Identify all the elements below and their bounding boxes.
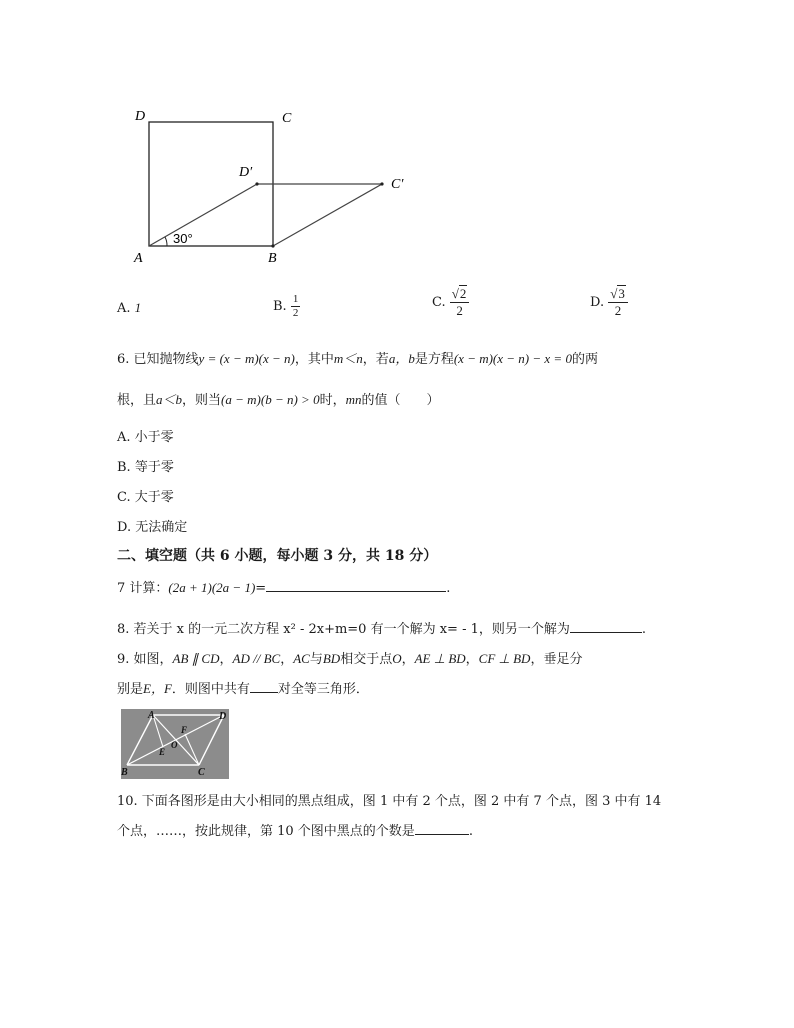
q6-equation: (x − m)(x − n) − x = 0 bbox=[453, 351, 572, 366]
q9-text: 对全等三角形． bbox=[277, 682, 369, 697]
point-dprime bbox=[255, 182, 258, 185]
q9-condition: AC bbox=[293, 651, 310, 666]
label-a: A bbox=[134, 251, 143, 266]
q7-equals: = bbox=[255, 581, 267, 596]
q9-line2 bbox=[117, 678, 369, 697]
q7-line bbox=[117, 577, 450, 596]
option-a[interactable] bbox=[117, 300, 141, 316]
fraction-one-half bbox=[291, 293, 301, 320]
label-b: B bbox=[121, 767, 128, 778]
point-b bbox=[271, 244, 274, 247]
fraction-den: 2 bbox=[292, 307, 299, 319]
q9-condition: AB ∥ CD bbox=[172, 651, 220, 666]
q6-text: ，若 bbox=[362, 352, 389, 367]
q6-text: 6. 已知抛物线 bbox=[117, 352, 199, 367]
q7-prefix: 7 计算： bbox=[117, 581, 169, 596]
parallelogram-diagram bbox=[121, 709, 229, 779]
q9-text: ， bbox=[219, 652, 233, 667]
fraction-num bbox=[450, 286, 470, 303]
q10-answer-blank[interactable] bbox=[415, 820, 469, 835]
sqrt-symbol: √2 bbox=[451, 286, 467, 301]
label-f: F bbox=[181, 725, 188, 735]
figure-square-parallelogram bbox=[120, 100, 430, 270]
q6-condition: a＜b bbox=[156, 392, 183, 407]
label-cprime: C′ bbox=[391, 177, 404, 192]
q6-line1 bbox=[117, 348, 598, 367]
q6-vars: a，b bbox=[388, 351, 415, 366]
label-b: B bbox=[268, 251, 277, 266]
label-d: D bbox=[135, 109, 146, 124]
label-dprime: D′ bbox=[239, 165, 253, 180]
q9-text: 与 bbox=[309, 652, 323, 667]
q6-text: 的值（ ） bbox=[361, 393, 440, 408]
q8-end: . bbox=[641, 622, 647, 637]
q6-text: ，其中 bbox=[294, 352, 334, 367]
q6-line2 bbox=[117, 389, 440, 408]
label-angle: 30° bbox=[173, 231, 193, 246]
label-e: E bbox=[159, 747, 166, 757]
q10-text: 个点，……，按此规律，第 10 个图中黑点的个数是 bbox=[117, 824, 415, 839]
q10-end: . bbox=[468, 824, 473, 839]
option-b[interactable] bbox=[273, 293, 300, 320]
q6-option-c[interactable]: C. 大于零 bbox=[117, 490, 174, 505]
q9-text: ， bbox=[465, 652, 479, 667]
q9-condition: AE ⊥ BD bbox=[414, 651, 466, 666]
radicand: 2 bbox=[459, 286, 467, 301]
option-b-label: B. bbox=[273, 299, 287, 314]
fraction-den: 2 bbox=[614, 303, 622, 318]
segment-b-cprime bbox=[273, 184, 382, 246]
q6-parabola-eq: y = (x − m)(x − n) bbox=[198, 351, 295, 366]
fraction-num: 1 bbox=[292, 293, 299, 305]
label-c: C bbox=[198, 767, 205, 778]
q9-condition: BD bbox=[322, 651, 341, 666]
q9-condition: O bbox=[392, 651, 402, 666]
q9-text: ，垂足分 bbox=[530, 652, 583, 667]
option-a-value: 1 bbox=[134, 300, 142, 315]
q7-end: . bbox=[446, 581, 451, 596]
q6-option-a[interactable]: A. 小于零 bbox=[117, 430, 174, 445]
point-cprime bbox=[380, 182, 383, 185]
q6-condition: (a − m)(b − n) > 0 bbox=[221, 392, 320, 407]
q6-condition: m＜n bbox=[333, 351, 363, 366]
radicand: 3 bbox=[618, 286, 625, 301]
option-c-label: C. bbox=[432, 295, 446, 310]
q9-condition: CF ⊥ BD bbox=[478, 651, 531, 666]
fraction-sqrt2-over-2 bbox=[450, 286, 470, 319]
q9-text: ， bbox=[401, 652, 415, 667]
q6-text: 根，且 bbox=[117, 393, 157, 408]
figure-parallelogram-photo bbox=[121, 709, 229, 779]
q8-answer-blank[interactable] bbox=[570, 618, 642, 633]
q6-text: 是方程 bbox=[414, 352, 454, 367]
q9-text: 9. 如图， bbox=[117, 652, 173, 667]
section-title: 二、填空题（共 6 小题，每小题 3 分，共 18 分） bbox=[117, 548, 438, 564]
q7-answer-blank[interactable] bbox=[266, 577, 446, 592]
q6-text: 的两 bbox=[571, 352, 598, 367]
label-c: C bbox=[282, 111, 292, 126]
q6-text: ，则当 bbox=[182, 393, 222, 408]
q9-condition: E，F bbox=[143, 681, 172, 696]
q8-line bbox=[117, 618, 646, 637]
q8-text: 8. 若关于 x 的一元二次方程 x² - 2x+m=0 有一个解为 x= - 1，则另一个解为 bbox=[117, 622, 570, 637]
q10-line2 bbox=[117, 820, 473, 839]
q9-text: ．则图中共有 bbox=[171, 682, 250, 697]
option-a-label: A. bbox=[117, 301, 131, 316]
label-a: A bbox=[148, 710, 155, 721]
angle-arc bbox=[165, 237, 167, 246]
q9-text: 别是 bbox=[117, 682, 144, 697]
q6-option-b[interactable]: B. 等于零 bbox=[117, 460, 174, 475]
q9-line1 bbox=[117, 648, 582, 667]
q9-condition: AD // BC bbox=[232, 651, 281, 666]
q10-line1: 10. 下面各图形是由大小相同的黑点组成，图 1 中有 2 个点，图 2 中有 7 个点，图 3 中有 14 bbox=[117, 794, 662, 809]
q9-answer-blank[interactable] bbox=[250, 678, 278, 693]
q6-expr: mn bbox=[345, 392, 362, 407]
option-c[interactable] bbox=[432, 286, 469, 319]
fraction-num bbox=[608, 286, 628, 303]
q7-expression: (2a + 1)(2a − 1) bbox=[168, 580, 256, 595]
label-d: D bbox=[219, 711, 227, 722]
label-o: O bbox=[171, 740, 178, 750]
option-d[interactable] bbox=[590, 286, 628, 319]
q6-option-d[interactable]: D. 无法确定 bbox=[117, 520, 188, 535]
segment-a-dprime bbox=[149, 184, 257, 246]
square-abcd bbox=[149, 122, 273, 246]
q9-text: 相交于点 bbox=[340, 652, 393, 667]
fraction-sqrt3-over-2 bbox=[608, 286, 628, 319]
q9-text: ， bbox=[280, 652, 294, 667]
sqrt-symbol: √3 bbox=[610, 286, 625, 301]
fraction-den: 2 bbox=[456, 303, 463, 318]
option-d-label: D. bbox=[590, 295, 605, 310]
q6-text: 时， bbox=[319, 393, 346, 408]
